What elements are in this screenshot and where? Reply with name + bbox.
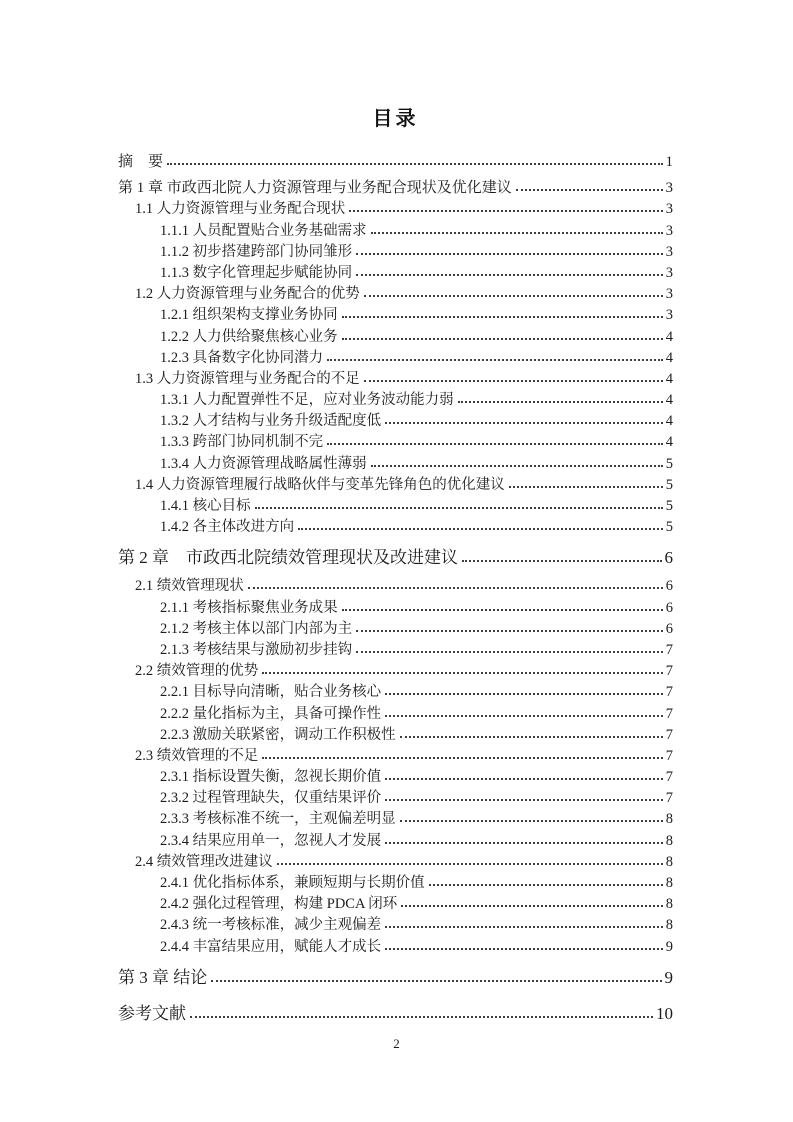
toc-entry-text: 第 3 章 结论 — [118, 967, 208, 987]
toc-entry-page-number: 7 — [665, 684, 673, 701]
toc-list — [118, 150, 673, 1025]
toc-entry-text: 1.3.2 人才结构与业务升级适配度低 — [160, 413, 382, 430]
toc-entry-text: 2.3 绩效管理的不足 — [135, 747, 259, 764]
toc-entry-page-number: 3 — [665, 222, 673, 239]
toc-entry-text: 2.2.2 量化指标为主，具备可操作性 — [160, 705, 382, 722]
toc-dot-leader — [385, 926, 663, 928]
toc-entry-page-number: 7 — [665, 641, 673, 658]
toc-dot-leader — [327, 443, 663, 445]
toc-entry-text: 2.2.1 目标导向清晰，贴合业务核心 — [160, 684, 382, 701]
toc-entry[interactable] — [118, 515, 673, 536]
toc-entry-text: 2.1.3 考核结果与激励初步挂钩 — [160, 641, 353, 658]
toc-entry-text: 2.4.2 强化过程管理，构建 PDCA 闭环 — [160, 896, 398, 913]
toc-entry[interactable] — [118, 494, 673, 515]
toc-entry-page-number: 6 — [664, 548, 673, 568]
toc-dot-leader — [356, 274, 663, 276]
toc-dot-leader — [277, 863, 663, 865]
toc-entry-page-number: 3 — [665, 243, 673, 260]
toc-dot-leader — [211, 980, 661, 982]
toc-entry-text: 1.4.2 各主体改进方向 — [160, 519, 295, 536]
toc-entry[interactable] — [118, 892, 673, 913]
toc-dot-leader — [509, 486, 663, 488]
toc-entry-page-number: 9 — [665, 938, 673, 955]
toc-entry-page-number: 7 — [665, 747, 673, 764]
toc-title: 目录 — [372, 108, 419, 130]
toc-entry[interactable] — [118, 913, 673, 934]
toc-dot-leader — [190, 1016, 653, 1018]
toc-entry-text: 1.2.3 具备数字化协同潜力 — [160, 349, 324, 366]
toc-entry[interactable] — [118, 596, 673, 617]
toc-entry[interactable] — [118, 325, 673, 346]
toc-entry-page-number: 7 — [665, 663, 673, 680]
toc-entry-page-number: 3 — [665, 180, 673, 197]
toc-dot-leader — [262, 672, 663, 674]
toc-entry-text: 1.4.1 核心目标 — [160, 498, 251, 514]
page-number-footer: 2 — [393, 1036, 400, 1051]
toc-entry-page-number: 3 — [665, 201, 673, 218]
toc-entry-page-number: 8 — [665, 853, 673, 870]
toc-dot-leader — [356, 630, 663, 632]
toc-entry-text: 1.1.1 人员配置贴合业务基础需求 — [160, 222, 367, 239]
toc-dot-leader — [167, 163, 662, 165]
toc-dot-leader — [262, 757, 663, 759]
toc-entry[interactable] — [118, 786, 673, 807]
toc-dot-leader — [342, 316, 663, 318]
toc-entry-page-number: 9 — [664, 967, 673, 987]
toc-entry[interactable] — [118, 723, 673, 744]
toc-entry[interactable] — [118, 659, 673, 680]
toc-dot-leader — [356, 253, 663, 255]
toc-dot-leader — [400, 736, 663, 738]
toc-entry[interactable] — [118, 367, 673, 388]
toc-entry[interactable] — [118, 346, 673, 367]
toc-entry-text: 1.2 人力资源管理与业务配合的优势 — [135, 286, 360, 303]
toc-entry-page-number: 5 — [665, 519, 673, 536]
toc-dot-leader — [385, 693, 663, 695]
toc-entry-page-number: 1 — [665, 154, 673, 170]
toc-entry-page-number: 8 — [665, 832, 673, 849]
toc-entry-text: 2.3.2 过程管理缺失，仅重结果评价 — [160, 790, 382, 807]
toc-entry[interactable] — [118, 850, 673, 871]
toc-dot-leader — [385, 715, 663, 717]
toc-dot-leader — [371, 465, 663, 467]
toc-entry-text: 2.1.2 考核主体以部门内部为主 — [160, 620, 353, 637]
toc-entry[interactable] — [118, 409, 673, 430]
toc-entry[interactable] — [118, 388, 673, 409]
toc-entry-text: 2.1.1 考核指标聚焦业务成果 — [160, 599, 338, 616]
toc-entry-text: 1.3.1 人力配置弹性不足，应对业务波动能力弱 — [160, 392, 454, 409]
toc-entry[interactable] — [118, 935, 673, 956]
toc-entry-page-number: 6 — [665, 620, 673, 637]
toc-entry-page-number: 5 — [665, 455, 673, 472]
toc-entry-text: 2.4.1 优化指标体系，兼顾短期与长期价值 — [160, 875, 425, 891]
toc-entry-text: 2.2.3 激励关联紧密，调动工作积极性 — [160, 726, 396, 743]
toc-entry-page-number: 4 — [665, 413, 673, 430]
toc-entry[interactable] — [118, 240, 673, 261]
toc-dot-leader — [248, 587, 663, 589]
toc-dot-leader — [349, 210, 663, 212]
toc-entry[interactable] — [118, 702, 673, 723]
toc-entry[interactable] — [118, 543, 673, 569]
toc-entry-text: 1.4 人力资源管理履行战略伙伴与变革先锋角色的优化建议 — [135, 476, 505, 493]
toc-entry-page-number: 7 — [665, 790, 673, 807]
toc-dot-leader — [385, 842, 663, 844]
toc-entry-text: 2.2 绩效管理的优势 — [135, 663, 259, 680]
toc-entry-text: 1.3 人力资源管理与业务配合的不足 — [135, 370, 360, 387]
toc-entry[interactable] — [118, 452, 673, 473]
toc-entry[interactable] — [118, 765, 673, 786]
toc-entry-text: 2.3.3 考核标准不统一，主观偏差明显 — [160, 811, 396, 828]
toc-entry[interactable] — [118, 150, 673, 171]
toc-entry[interactable] — [118, 430, 673, 451]
toc-entry-text: 2.4 绩效管理改进建议 — [135, 853, 273, 870]
toc-entry-text: 2.3.1 指标设置失衡，忽视长期价值 — [160, 769, 382, 786]
toc-entry-page-number: 5 — [665, 476, 673, 493]
toc-entry-text: 2.3.4 结果应用单一，忽视人才发展 — [160, 832, 382, 849]
toc-dot-leader — [342, 338, 663, 340]
toc-dot-leader — [516, 189, 663, 191]
toc-dot-leader — [385, 778, 663, 780]
toc-entry-page-number: 4 — [665, 392, 673, 409]
toc-entry[interactable] — [118, 197, 673, 218]
toc-entry[interactable] — [118, 219, 673, 240]
toc-dot-leader — [364, 380, 663, 382]
toc-entry-page-number: 7 — [665, 769, 673, 786]
toc-entry-text: 1.1.2 初步搭建跨部门协同雏形 — [160, 243, 353, 260]
toc-entry[interactable] — [118, 473, 673, 494]
toc-entry[interactable] — [118, 999, 673, 1025]
toc-dot-leader — [356, 651, 663, 653]
toc-entry[interactable] — [118, 282, 673, 303]
toc-entry-page-number: 6 — [665, 599, 673, 616]
toc-entry-text: 1.3.4 人力资源管理战略属性薄弱 — [160, 455, 367, 472]
toc-entry-text: 摘 要 — [118, 154, 164, 170]
toc-entry-page-number: 6 — [665, 578, 673, 595]
toc-dot-leader — [298, 528, 663, 530]
toc-entry[interactable] — [118, 638, 673, 659]
toc-entry-page-number: 10 — [656, 1003, 673, 1023]
toc-entry-page-number: 3 — [665, 307, 673, 324]
toc-entry-text: 第 2 章 市政西北院绩效管理现状及改进建议 — [118, 548, 458, 568]
toc-dot-leader — [458, 401, 663, 403]
toc-entry-text: 第 1 章 市政西北院人力资源管理与业务配合现状及优化建议 — [118, 180, 512, 197]
toc-entry[interactable] — [118, 829, 673, 850]
toc-dot-leader — [327, 359, 663, 361]
toc-entry[interactable] — [118, 303, 673, 324]
toc-dot-leader — [462, 560, 662, 562]
toc-entry-text: 1.1 人力资源管理与业务配合现状 — [135, 201, 346, 218]
toc-entry-text: 2.1 绩效管理现状 — [135, 578, 244, 595]
toc-entry[interactable] — [118, 807, 673, 828]
toc-dot-leader — [401, 905, 662, 907]
toc-entry-page-number: 8 — [665, 811, 673, 828]
toc-entry[interactable] — [118, 617, 673, 638]
toc-entry-text: 2.4.3 统一考核标准，减少主观偏差 — [160, 917, 382, 934]
toc-entry-page-number: 8 — [665, 917, 673, 934]
toc-entry-page-number: 4 — [665, 434, 673, 451]
toc-entry-page-number: 7 — [665, 705, 673, 722]
toc-dot-leader — [364, 295, 663, 297]
toc-entry[interactable] — [118, 680, 673, 701]
toc-entry-page-number: 5 — [665, 498, 673, 514]
toc-dot-leader — [371, 232, 663, 234]
toc-entry-page-number: 3 — [665, 264, 673, 281]
toc-entry[interactable] — [118, 963, 673, 989]
toc-entry-text: 1.2.2 人力供给聚焦核心业务 — [160, 328, 338, 345]
toc-dot-leader — [255, 507, 663, 509]
toc-entry-page-number: 7 — [665, 726, 673, 743]
toc-entry-page-number: 8 — [665, 875, 673, 891]
toc-entry[interactable] — [118, 261, 673, 282]
toc-dot-leader — [385, 948, 663, 950]
toc-entry[interactable] — [118, 744, 673, 765]
toc-dot-leader — [400, 820, 663, 822]
toc-entry[interactable] — [118, 574, 673, 595]
toc-entry-page-number: 4 — [665, 349, 673, 366]
toc-dot-leader — [385, 799, 663, 801]
toc-entry-text: 参考文献 — [118, 1003, 186, 1023]
toc-entry-text: 1.3.3 跨部门协同机制不完 — [160, 434, 324, 451]
toc-dot-leader — [385, 422, 663, 424]
toc-entry[interactable] — [118, 176, 673, 197]
toc-dot-leader — [429, 884, 663, 886]
toc-dot-leader — [342, 609, 663, 611]
toc-entry-text: 1.2.1 组织架构支撑业务协同 — [160, 307, 338, 324]
toc-entry-text: 1.1.3 数字化管理起步赋能协同 — [160, 264, 353, 281]
toc-entry[interactable] — [118, 871, 673, 892]
toc-entry-page-number: 3 — [665, 286, 673, 303]
toc-entry-page-number: 8 — [665, 896, 673, 913]
toc-entry-page-number: 4 — [665, 370, 673, 387]
toc-entry-text: 2.4.4 丰富结果应用，赋能人才成长 — [160, 938, 382, 955]
toc-entry-page-number: 4 — [665, 328, 673, 345]
